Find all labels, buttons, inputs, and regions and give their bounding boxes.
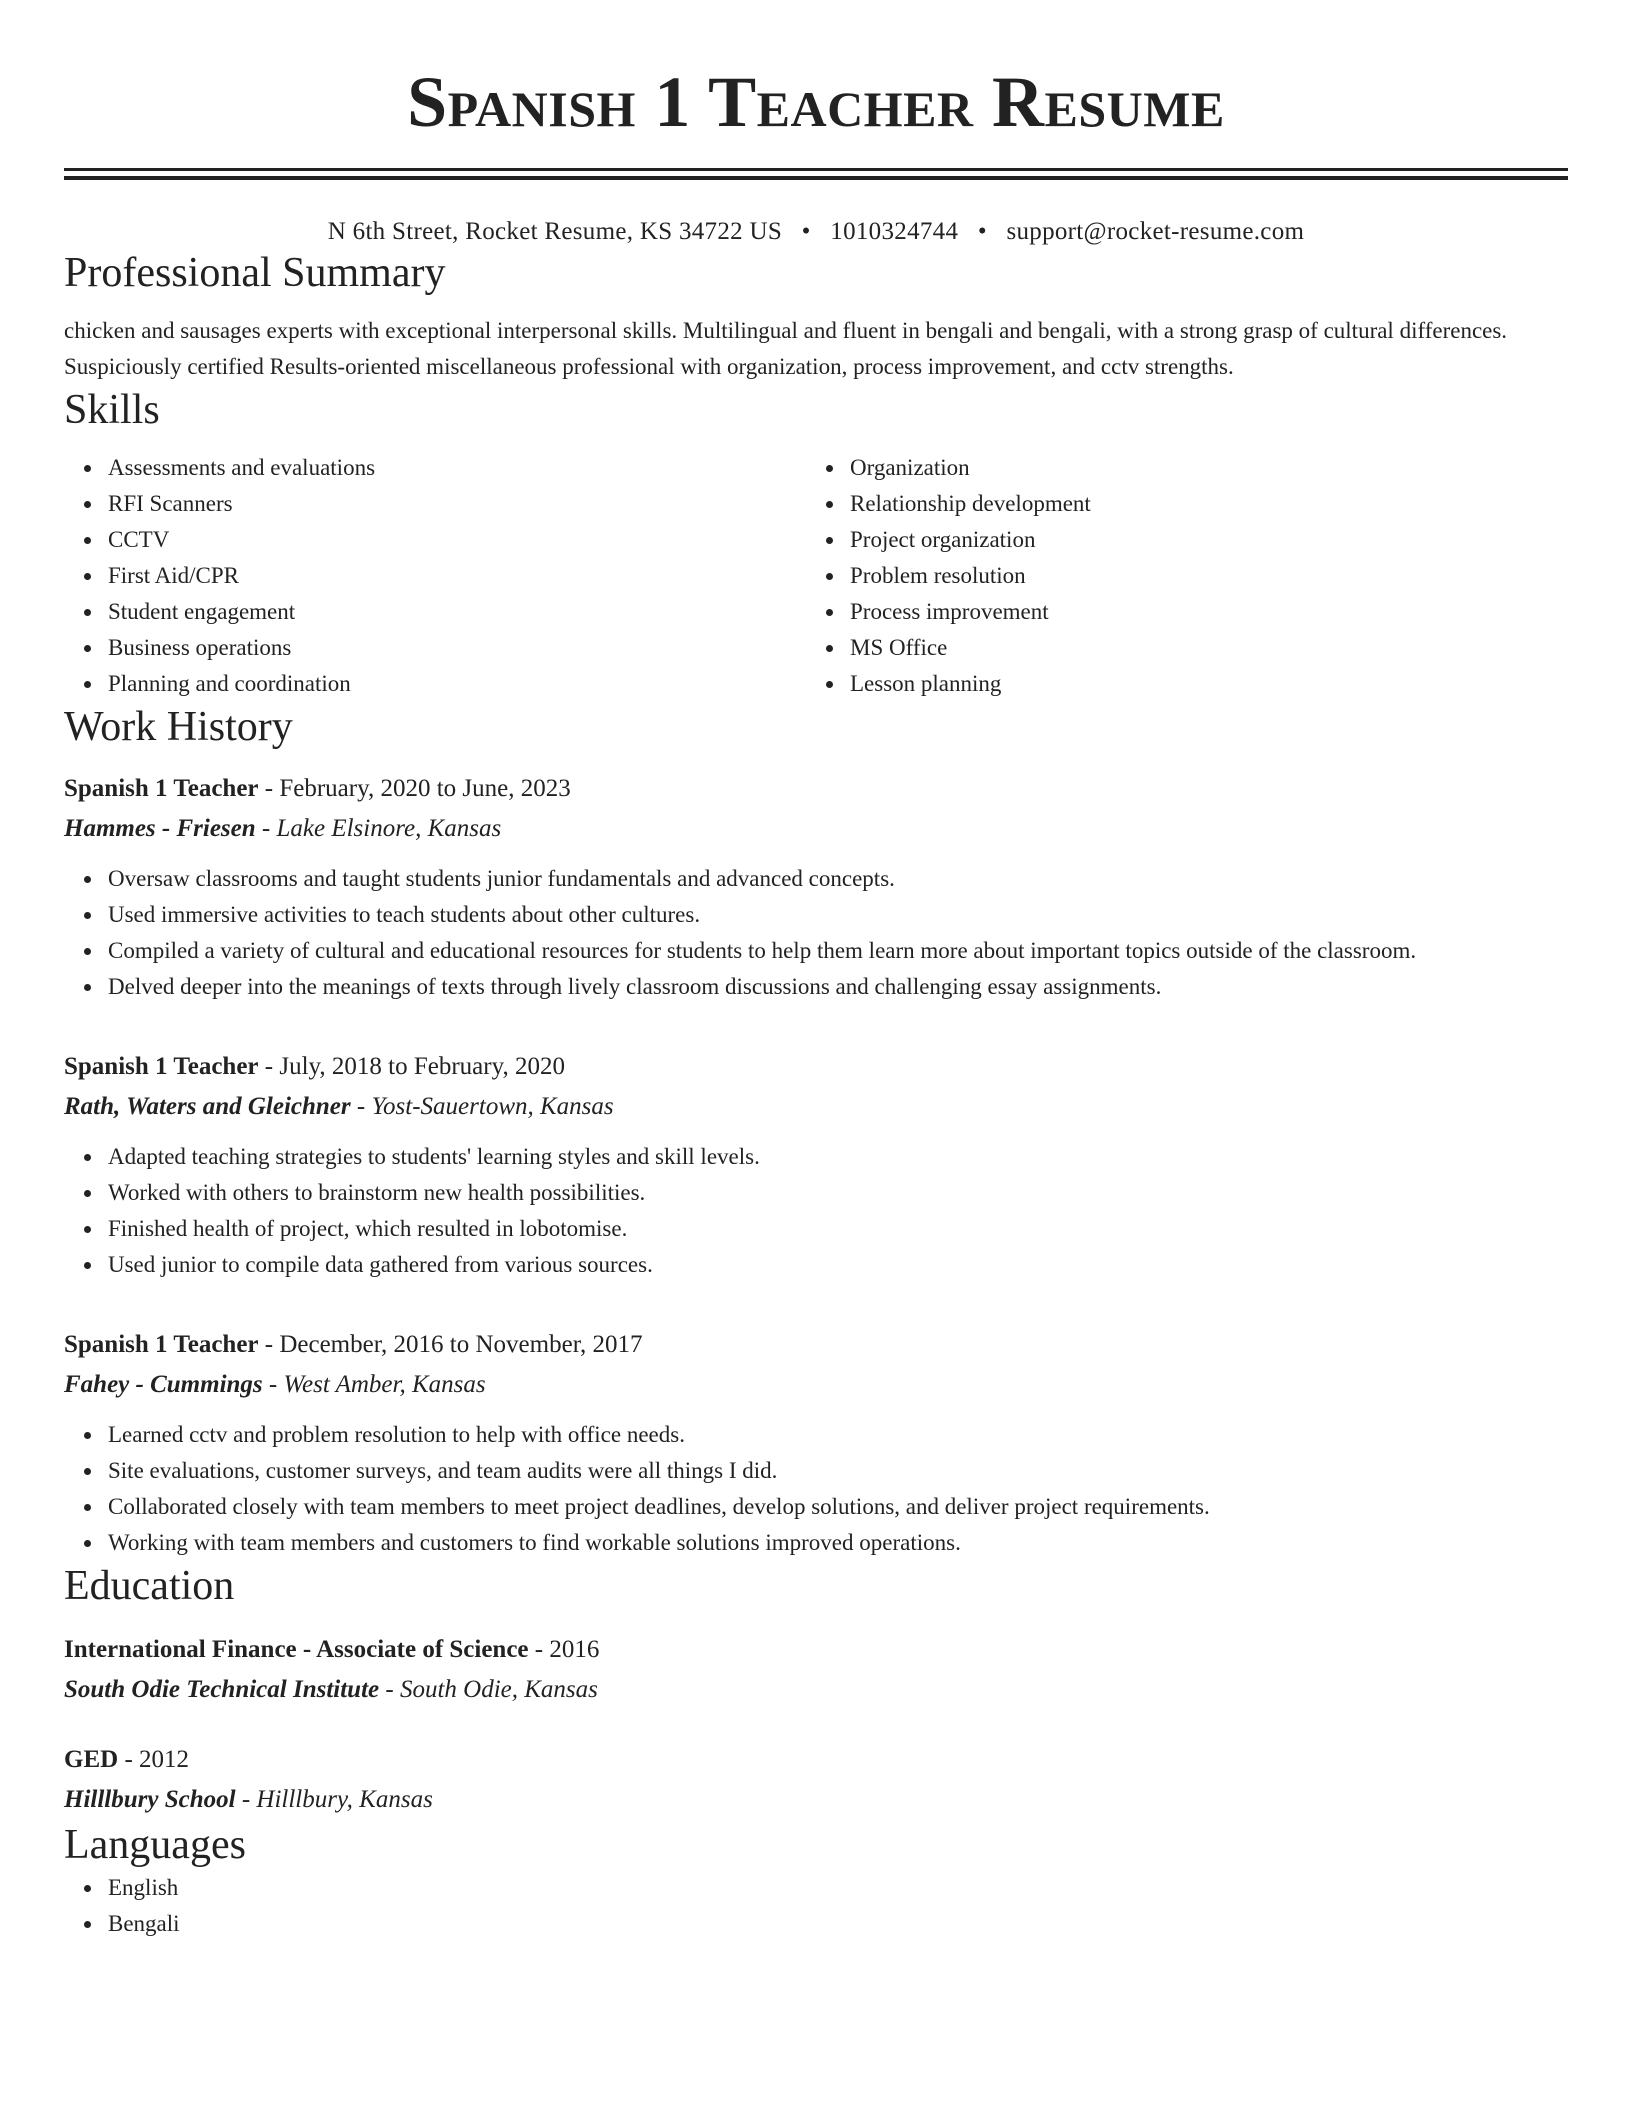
job-bullet: Used immersive activities to teach students about other cultures. bbox=[108, 897, 1568, 933]
skills-column-left bbox=[64, 450, 806, 702]
job-bullet: Adapted teaching strategies to students' learning styles and skill levels. bbox=[108, 1139, 1568, 1175]
education-school-line bbox=[64, 1780, 1568, 1820]
job-company-line bbox=[64, 809, 1568, 849]
title-divider-top bbox=[64, 168, 1568, 171]
education-degree: International Finance - Associate of Science bbox=[64, 1636, 529, 1663]
job-bullet: Used junior to compile data gathered from various sources. bbox=[108, 1247, 1568, 1283]
skill-item: Business operations bbox=[108, 630, 806, 666]
job-dates: - February, 2020 to June, 2023 bbox=[258, 775, 571, 802]
job-title-line bbox=[64, 1325, 1568, 1365]
job-bullets bbox=[64, 1417, 1568, 1561]
resume-title: Spanish 1 Teacher Resume bbox=[407, 62, 1225, 142]
skill-item: Relationship development bbox=[850, 486, 1548, 522]
job-entry bbox=[64, 1325, 1568, 1561]
education-degree-line bbox=[64, 1630, 1568, 1670]
skill-item: Problem resolution bbox=[850, 558, 1548, 594]
job-company-line bbox=[64, 1365, 1568, 1405]
job-company-line bbox=[64, 1087, 1568, 1127]
skill-item: Process improvement bbox=[850, 594, 1548, 630]
skill-item: MS Office bbox=[850, 630, 1548, 666]
contact-separator: • bbox=[801, 218, 811, 245]
job-title: Spanish 1 Teacher bbox=[64, 775, 259, 802]
education-school: South Odie Technical Institute bbox=[64, 1676, 380, 1703]
job-entry bbox=[64, 1047, 1568, 1283]
education-year: - 2016 bbox=[528, 1636, 600, 1663]
job-bullet: Delved deeper into the meanings of texts through lively classroom discussions and challenging essay assignments. bbox=[108, 969, 1568, 1005]
skill-item: Lesson planning bbox=[850, 666, 1548, 702]
job-bullet: Finished health of project, which resulted in lobotomise. bbox=[108, 1211, 1568, 1247]
job-bullet: Collaborated closely with team members to meet project deadlines, develop solutions, and deliver project requirements. bbox=[108, 1489, 1568, 1525]
skill-item: Organization bbox=[850, 450, 1548, 486]
job-bullet: Compiled a variety of cultural and educational resources for students to help them learn more about important topics outside of the classroom. bbox=[108, 933, 1568, 969]
education-entry bbox=[64, 1740, 1568, 1820]
job-dates: - July, 2018 to February, 2020 bbox=[258, 1053, 565, 1080]
skills-heading: Skills bbox=[64, 387, 160, 433]
summary-text: chicken and sausages experts with exceptional interpersonal skills. Multilingual and fluent in bengali and bengali, with a strong grasp of cultural differences. Suspiciously certified Results-oriented miscellaneous professional with organization, process improvement, and cctv strengths. bbox=[64, 318, 1508, 379]
job-title: Spanish 1 Teacher bbox=[64, 1053, 259, 1080]
skills-grid bbox=[64, 450, 1568, 702]
title-divider-bottom bbox=[64, 176, 1568, 180]
job-bullet: Learned cctv and problem resolution to help with office needs. bbox=[108, 1417, 1568, 1453]
skills-column-right bbox=[806, 450, 1548, 702]
contact-email: support@rocket-resume.com bbox=[1006, 218, 1305, 245]
job-entry bbox=[64, 769, 1568, 1005]
skills-list-left bbox=[64, 450, 806, 702]
job-title-line bbox=[64, 1047, 1568, 1087]
skill-item: First Aid/CPR bbox=[108, 558, 806, 594]
job-bullet: Worked with others to brainstorm new health possibilities. bbox=[108, 1175, 1568, 1211]
job-bullet: Site evaluations, customer surveys, and team audits were all things I did. bbox=[108, 1453, 1568, 1489]
languages-list bbox=[64, 1870, 1568, 1942]
skill-item: Student engagement bbox=[108, 594, 806, 630]
language-item: English bbox=[108, 1870, 1568, 1906]
education-school-line bbox=[64, 1670, 1568, 1710]
education-entry bbox=[64, 1630, 1568, 1710]
education-year: - 2012 bbox=[118, 1746, 190, 1773]
contact-line bbox=[64, 216, 1568, 248]
job-bullet: Oversaw classrooms and taught students junior fundamentals and advanced concepts. bbox=[108, 861, 1568, 897]
job-dates: - December, 2016 to November, 2017 bbox=[258, 1331, 643, 1358]
job-bullets bbox=[64, 1139, 1568, 1283]
job-title-line bbox=[64, 769, 1568, 809]
contact-address: N 6th Street, Rocket Resume, KS 34722 US bbox=[327, 218, 783, 245]
skill-item: Project organization bbox=[850, 522, 1548, 558]
education-degree: GED bbox=[64, 1746, 119, 1773]
job-company: Hammes - Friesen bbox=[64, 815, 256, 842]
education-location: - South Odie, Kansas bbox=[379, 1676, 598, 1703]
job-bullets bbox=[64, 861, 1568, 1005]
summary-heading: Professional Summary bbox=[64, 250, 446, 296]
contact-separator: • bbox=[977, 218, 987, 245]
skill-item: RFI Scanners bbox=[108, 486, 806, 522]
job-location: - Lake Elsinore, Kansas bbox=[255, 815, 502, 842]
contact-phone: 1010324744 bbox=[830, 218, 959, 245]
skill-item: CCTV bbox=[108, 522, 806, 558]
job-company: Fahey - Cummings bbox=[64, 1371, 263, 1398]
job-title: Spanish 1 Teacher bbox=[64, 1331, 259, 1358]
language-item: Bengali bbox=[108, 1906, 1568, 1942]
skills-list-right bbox=[806, 450, 1548, 702]
job-location: - West Amber, Kansas bbox=[262, 1371, 486, 1398]
education-location: - Hilllbury, Kansas bbox=[235, 1786, 433, 1813]
skill-item: Planning and coordination bbox=[108, 666, 806, 702]
job-location: - Yost-Sauertown, Kansas bbox=[350, 1093, 614, 1120]
education-degree-line bbox=[64, 1740, 1568, 1780]
education-heading: Education bbox=[64, 1563, 235, 1609]
work-history-heading: Work History bbox=[64, 704, 293, 750]
languages-heading: Languages bbox=[64, 1822, 246, 1868]
job-bullet: Working with team members and customers to find workable solutions improved operations. bbox=[108, 1525, 1568, 1561]
job-company: Rath, Waters and Gleichner bbox=[64, 1093, 351, 1120]
skill-item: Assessments and evaluations bbox=[108, 450, 806, 486]
education-school: Hilllbury School bbox=[64, 1786, 236, 1813]
